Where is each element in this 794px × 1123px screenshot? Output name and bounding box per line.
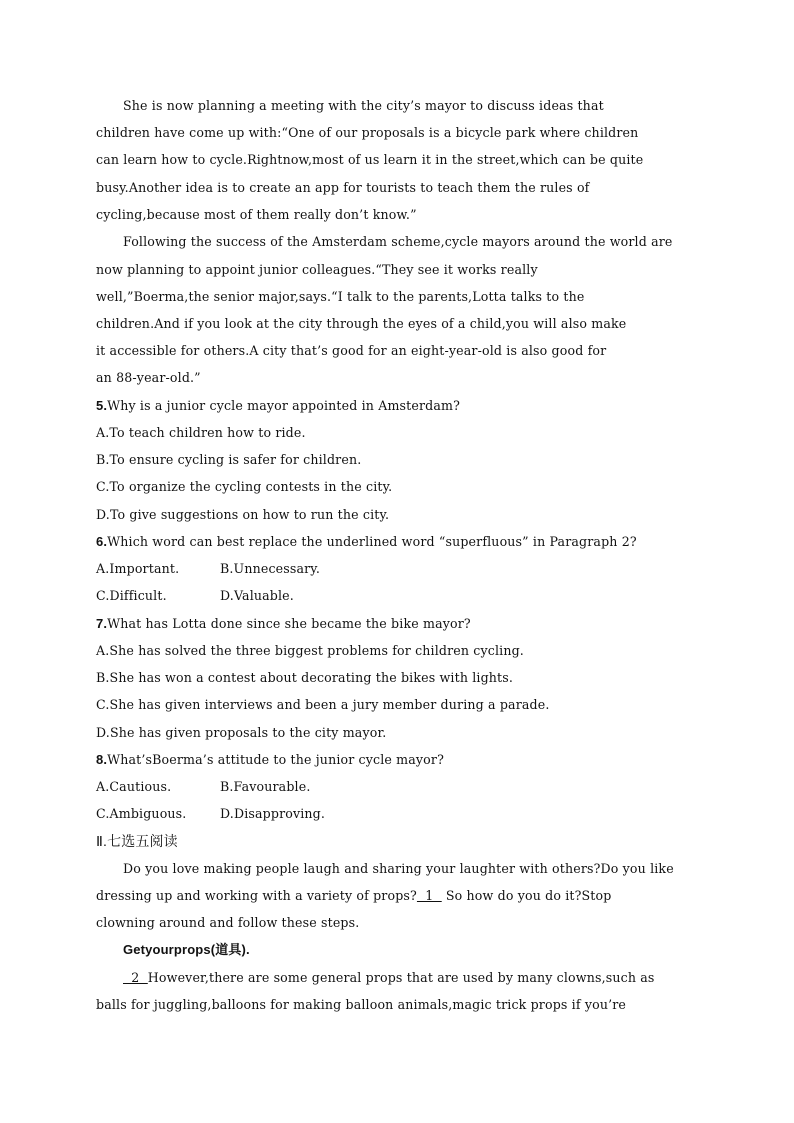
passage-line: busy.Another idea is to create an app for tourists to teach them the rules of <box>96 180 590 195</box>
question-stem <box>96 398 460 414</box>
option: A.Cautious. <box>96 779 172 794</box>
question-text: Why is a junior cycle mayor appointed in Amsterdam? <box>107 398 460 413</box>
option: D.Valuable. <box>220 588 294 603</box>
passage-line: children.And if you look at the city through the eyes of a child,you will also make <box>96 316 627 331</box>
passage-line: it accessible for others.A city that’s good for an eight-year-old is also good for <box>96 343 607 358</box>
intro-line <box>96 888 611 904</box>
option: A.Important. <box>96 561 180 576</box>
option: D.She has given proposals to the city mayor. <box>96 725 387 740</box>
passage-line: cycling,because most of them really don’t know.” <box>96 207 417 222</box>
question-number: 8. <box>96 752 108 767</box>
question-number: 7. <box>96 616 108 631</box>
passage-line: Following the success of the Amsterdam scheme,cycle mayors around the world are <box>123 234 673 249</box>
question-text: Which word can best replace the underlined word “superfluous” in Paragraph 2? <box>107 534 637 549</box>
question-text: What has Lotta done since she became the bike mayor? <box>107 616 471 631</box>
option: B.She has won a contest about decorating the bikes with lights. <box>96 670 514 685</box>
question-stem <box>96 616 471 632</box>
option: B.Unnecessary. <box>220 561 321 576</box>
option: D.Disapproving. <box>220 806 326 821</box>
passage-line: an 88-year-old.” <box>96 370 201 385</box>
option: C.Ambiguous. <box>96 806 187 821</box>
question-number: 6. <box>96 534 108 549</box>
option: C.She has given interviews and been a jury member during a parade. <box>96 697 550 712</box>
passage-line: can learn how to cycle.Rightnow,most of us learn it in the street,which can be quite <box>96 152 644 167</box>
question-stem <box>96 752 444 768</box>
question-stem <box>96 534 637 550</box>
subheading: Getyourprops(道具). <box>123 942 250 957</box>
option: C.To organize the cycling contests in the city. <box>96 479 393 494</box>
question-number: 5. <box>96 398 108 413</box>
intro-line: Do you love making people laugh and sharing your laughter with others?Do you like <box>123 861 674 876</box>
option: A.To teach children how to ride. <box>96 425 306 440</box>
option: B.Favourable. <box>220 779 311 794</box>
passage-line: well,”Boerma,the senior major,says.“I talk to the parents,Lotta talks to the <box>96 289 585 304</box>
intro-text: dressing up and working with a variety of props? <box>96 888 417 903</box>
option: D.To give suggestions on how to run the city. <box>96 507 390 522</box>
option: A.She has solved the three biggest problems for children cycling. <box>96 643 524 658</box>
paragraph-line: balls for juggling,balloons for making balloon animals,magic trick props if you’re <box>96 997 627 1012</box>
section-heading: Ⅱ.七选五阅读 <box>96 833 178 849</box>
blank-2: 2 <box>123 970 148 985</box>
question-text: What’sBoerma’s attitude to the junior cycle mayor? <box>107 752 444 767</box>
passage-line: now planning to appoint junior colleagues.“They see it works really <box>96 262 538 277</box>
intro-line: clowning around and follow these steps. <box>96 915 360 930</box>
option: C.Difficult. <box>96 588 167 603</box>
intro-text: So how do you do it?Stop <box>441 888 612 903</box>
passage-line: She is now planning a meeting with the city’s mayor to discuss ideas that <box>123 98 604 113</box>
paragraph-text: However,there are some general props that are used by many clowns,such as <box>147 970 655 985</box>
passage-line: children have come up with:“One of our proposals is a bicycle park where children <box>96 125 639 140</box>
option: B.To ensure cycling is safer for children. <box>96 452 362 467</box>
blank-1: 1 <box>416 888 442 903</box>
paragraph-line <box>123 970 655 986</box>
